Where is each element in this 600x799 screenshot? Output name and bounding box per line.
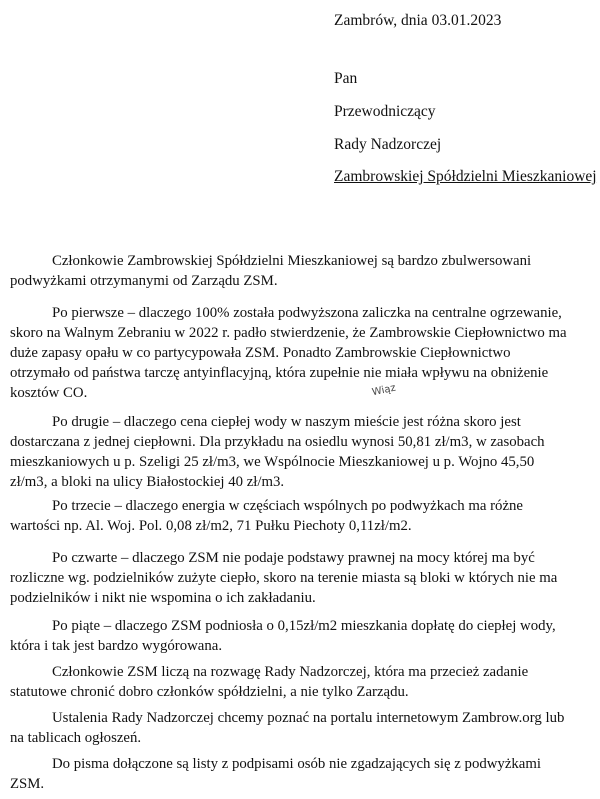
paragraph-first xyxy=(10,303,595,403)
handwritten-annotation: Wiąz xyxy=(371,382,397,399)
paragraph-second xyxy=(10,412,595,492)
paragraph-appeal xyxy=(10,662,595,702)
text-line: Po pierwsze – dlaczego 100% została podwyższona zaliczka na centralne ogrzewanie, xyxy=(52,305,562,321)
paragraph-fourth xyxy=(10,548,595,608)
text-line: rozliczne wg. podzielników zużyte ciepło, skoro na terenie miasta są bloki w których nie ma xyxy=(10,570,558,586)
text-line: Członkowie Zambrowskiej Spółdzielni Mieszkaniowej są bardzo zbulwersowani xyxy=(52,253,532,269)
paragraph-attachments xyxy=(10,754,595,794)
text-line: wartości np. Al. Woj. Pol. 0,08 zł/m2, 71 Pułku Piechoty 0,11zł/m2. xyxy=(10,518,412,534)
text-line: ZSM. xyxy=(10,776,45,792)
text-line: Członkowie ZSM liczą na rozwagę Rady Nadzorczej, która ma przecież zadanie xyxy=(52,664,529,680)
text-line: Po czwarte – dlaczego ZSM nie podaje podstawy prawnej na mocy której ma być xyxy=(52,550,535,566)
text-line: duże zapasy opału w co partycypowała ZSM. Ponadto Zambrowskie Ciepłownictwo xyxy=(10,345,511,361)
text-line: Ustalenia Rady Nadzorczej chcemy poznać na portalu internetowym Zambrow.org lub xyxy=(52,710,565,726)
paragraph-intro xyxy=(10,251,595,291)
text-line: która i tak jest bardzo wygórowana. xyxy=(10,638,223,654)
text-line: Po trzecie – dlaczego energia w częściach wspólnych po podwyżkach ma różne xyxy=(52,498,523,514)
paragraph-portal xyxy=(10,708,595,748)
text-line: dostarczana z jednej ciepłowni. Dla przykładu na osiedlu wynosi 50,81 zł/m3, w zasobach xyxy=(10,434,545,450)
text-line: Po drugie – dlaczego cena ciepłej wody w naszym mieście jest różna skoro jest xyxy=(52,414,521,430)
text-line: Do pisma dołączone są listy z podpisami osób nie zgadzających się z podwyżkami xyxy=(52,756,541,772)
text-line: podzielników i nikt nie wspomina o ich zakładaniu. xyxy=(10,590,316,606)
recipient-board: Rady Nadzorczej xyxy=(334,136,442,153)
text-line: podwyżkami otrzymanymi od Zarządu ZSM. xyxy=(10,273,278,289)
text-line: mieszkaniowych u p. Szeligi 25 zł/m3, we Wspólnocie Mieszkaniowej u p. Wojno 45,50 xyxy=(10,454,535,470)
text-line: skoro na Walnym Zebraniu w 2022 r. padło stwierdzenie, że Zambrowskie Ciepłownictwo ma xyxy=(10,325,567,341)
text-line: kosztów CO. xyxy=(10,385,88,401)
text-line: otrzymało od państwa tarczę antyinflacyjną, która zupełnie nie miała wpływu na obniżenie xyxy=(10,365,549,381)
place-date: Zambrów, dnia 03.01.2023 xyxy=(334,12,502,29)
text-line: statutowe chronić dobro członków spółdzielni, a nie tylko Zarządu. xyxy=(10,684,409,700)
recipient-organization: Zambrowskiej Spółdzielni Mieszkaniowej xyxy=(334,168,597,185)
paragraph-third xyxy=(10,496,595,536)
text-line: zł/m3, a bloki na ulicy Białostockiej 40 zł/m3. xyxy=(10,474,285,490)
paragraph-fifth xyxy=(10,616,595,656)
recipient-title: Przewodniczący xyxy=(334,103,436,120)
text-line: na tablicach ogłoszeń. xyxy=(10,730,142,746)
text-line: Po piąte – dlaczego ZSM podniosła o 0,15zł/m2 mieszkania dopłatę do ciepłej wody, xyxy=(52,618,556,634)
recipient-salutation: Pan xyxy=(334,70,358,87)
